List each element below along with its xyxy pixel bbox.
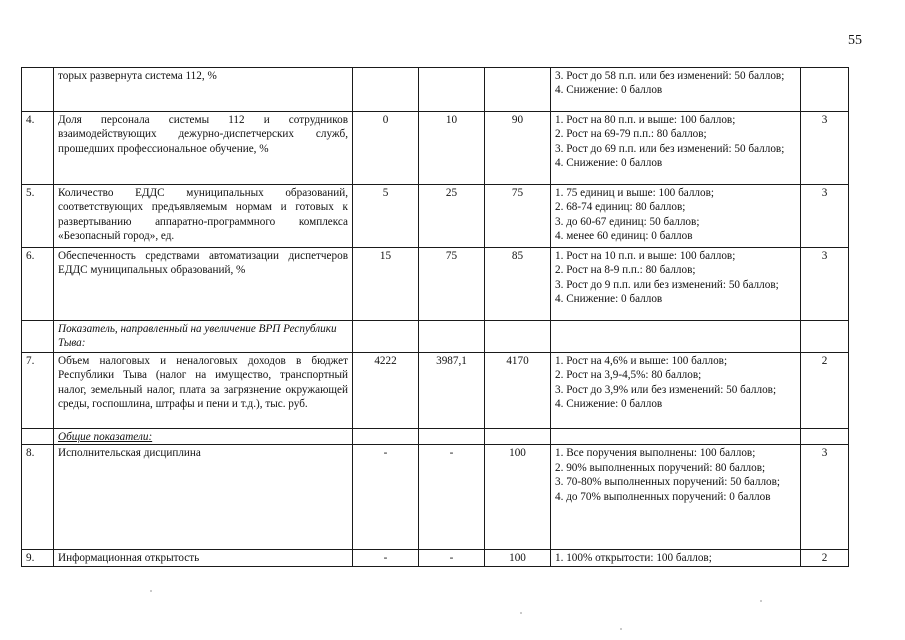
weight: 3 xyxy=(801,185,849,248)
row-number: 6. xyxy=(22,248,54,321)
value-target xyxy=(485,68,551,112)
value-base: 5 xyxy=(353,185,419,248)
criterion: 3. Рост до 3,9% или без изменений: 50 баллов; xyxy=(555,383,777,396)
indicator-name: Объем налоговых и неналоговых доходов в бюджет Республики Тыва (налог на имущество, транспортный налог, земельный налог, плата за загрязнение окружающей среды, госпошлина, штрафы и пени и т.д.), тыс. руб. xyxy=(54,353,353,429)
weight: 2 xyxy=(801,550,849,567)
value-target: 4170 xyxy=(485,353,551,429)
page-number: 55 xyxy=(848,33,862,48)
value-current: - xyxy=(419,445,485,550)
section-row xyxy=(22,429,849,445)
value-current: 75 xyxy=(419,248,485,321)
table-row xyxy=(22,550,849,567)
table-row xyxy=(22,248,849,321)
table-row xyxy=(22,185,849,248)
weight: 3 xyxy=(801,445,849,550)
scoring-criteria xyxy=(551,445,801,550)
criterion: 1. Рост на 4,6% и выше: 100 баллов; xyxy=(555,355,728,367)
criterion: 2. Рост на 3,9-4,5%: 80 баллов; xyxy=(555,369,702,382)
criterion: 3. Рост до 9 п.п. или без изменений: 50 баллов; xyxy=(555,278,779,291)
weight: 2 xyxy=(801,353,849,429)
row-number: 5. xyxy=(22,185,54,248)
value-target: 75 xyxy=(485,185,551,248)
scoring-criteria xyxy=(551,112,801,185)
scan-speckle xyxy=(150,590,152,592)
scan-speckle xyxy=(520,612,522,614)
value-target: 90 xyxy=(485,112,551,185)
value-base: 0 xyxy=(353,112,419,185)
criterion: 2. 90% выполненных поручений: 80 баллов; xyxy=(555,461,766,474)
value-target: 100 xyxy=(485,550,551,567)
section-title: Показатель, направленный на увеличение ВРП Республики Тыва: xyxy=(54,321,353,353)
value-base: - xyxy=(353,445,419,550)
criterion: 3. Рост до 69 п.п. или без изменений: 50 баллов; xyxy=(555,142,785,155)
row-number: 8. xyxy=(22,445,54,550)
value-base: 15 xyxy=(353,248,419,321)
row-number: 9. xyxy=(22,550,54,567)
value-current: 10 xyxy=(419,112,485,185)
scoring-criteria xyxy=(551,353,801,429)
criterion: 1. Рост на 80 п.п. и выше: 100 баллов; xyxy=(555,114,736,126)
criterion: 4. Снижение: 0 баллов xyxy=(555,84,663,97)
table-row xyxy=(22,68,849,112)
scoring-criteria xyxy=(551,248,801,321)
row-number: 7. xyxy=(22,353,54,429)
indicator-name: Информационная открытость xyxy=(54,550,353,567)
indicator-name: торых развернута система 112, % xyxy=(54,68,353,112)
criterion: 4. до 70% выполненных поручений: 0 баллов xyxy=(555,490,771,503)
section-title: Общие показатели: xyxy=(58,431,153,443)
scoring-criteria xyxy=(551,68,801,112)
weight: 3 xyxy=(801,248,849,321)
criterion: 3. Рост до 58 п.п. или без изменений: 50 баллов; xyxy=(555,70,785,82)
criterion: 2. 68-74 единиц: 80 баллов; xyxy=(555,201,686,214)
table-row xyxy=(22,445,849,550)
row-number: 4. xyxy=(22,112,54,185)
criterion: 1. 100% открытости: 100 баллов; xyxy=(555,552,712,565)
value-current: - xyxy=(419,550,485,567)
criterion: 2. Рост на 69-79 п.п.: 80 баллов; xyxy=(555,128,707,141)
weight xyxy=(801,68,849,112)
table-row xyxy=(22,353,849,429)
value-current: 3987,1 xyxy=(419,353,485,429)
criterion: 1. 75 единиц и выше: 100 баллов; xyxy=(555,187,714,199)
criterion: 1. Рост на 10 п.п. и выше: 100 баллов; xyxy=(555,250,736,262)
criterion: 3. до 60-67 единиц: 50 баллов; xyxy=(555,215,700,228)
scoring-criteria xyxy=(551,550,801,567)
scoring-criteria xyxy=(551,185,801,248)
value-base xyxy=(353,68,419,112)
criterion: 2. Рост на 8-9 п.п.: 80 баллов; xyxy=(555,264,696,277)
indicator-name: Количество ЕДДС муниципальных образований, соответствующих предъявляемым нормам и готовых к развертыванию аппаратно-программного комплекса «Безопасный город», ед. xyxy=(54,185,353,248)
row-number xyxy=(22,68,54,112)
criterion: 4. Снижение: 0 баллов xyxy=(555,398,663,411)
value-base: - xyxy=(353,550,419,567)
indicator-name: Доля персонала системы 112 и сотрудников взаимодействующих дежурно-диспетчерских служб, прошедших профессиональное обучение, % xyxy=(54,112,353,185)
weight: 3 xyxy=(801,112,849,185)
criterion: 4. Снижение: 0 баллов xyxy=(555,157,663,170)
value-target: 85 xyxy=(485,248,551,321)
value-current xyxy=(419,68,485,112)
value-base: 4222 xyxy=(353,353,419,429)
criterion: 3. 70-80% выполненных поручений: 50 баллов; xyxy=(555,476,781,489)
scan-speckle xyxy=(760,600,762,602)
indicator-name: Исполнительская дисциплина xyxy=(54,445,353,550)
criterion: 1. Все поручения выполнены: 100 баллов; xyxy=(555,447,756,460)
value-target: 100 xyxy=(485,445,551,550)
indicator-name: Обеспеченность средствами автоматизации диспетчеров ЕДДС муниципальных образований, % xyxy=(54,248,353,321)
value-current: 25 xyxy=(419,185,485,248)
section-row xyxy=(22,321,849,353)
criterion: 4. менее 60 единиц: 0 баллов xyxy=(555,230,693,243)
indicators-table xyxy=(21,67,849,567)
criterion: 4. Снижение: 0 баллов xyxy=(555,293,663,306)
scan-speckle xyxy=(620,628,622,630)
table-row xyxy=(22,112,849,185)
